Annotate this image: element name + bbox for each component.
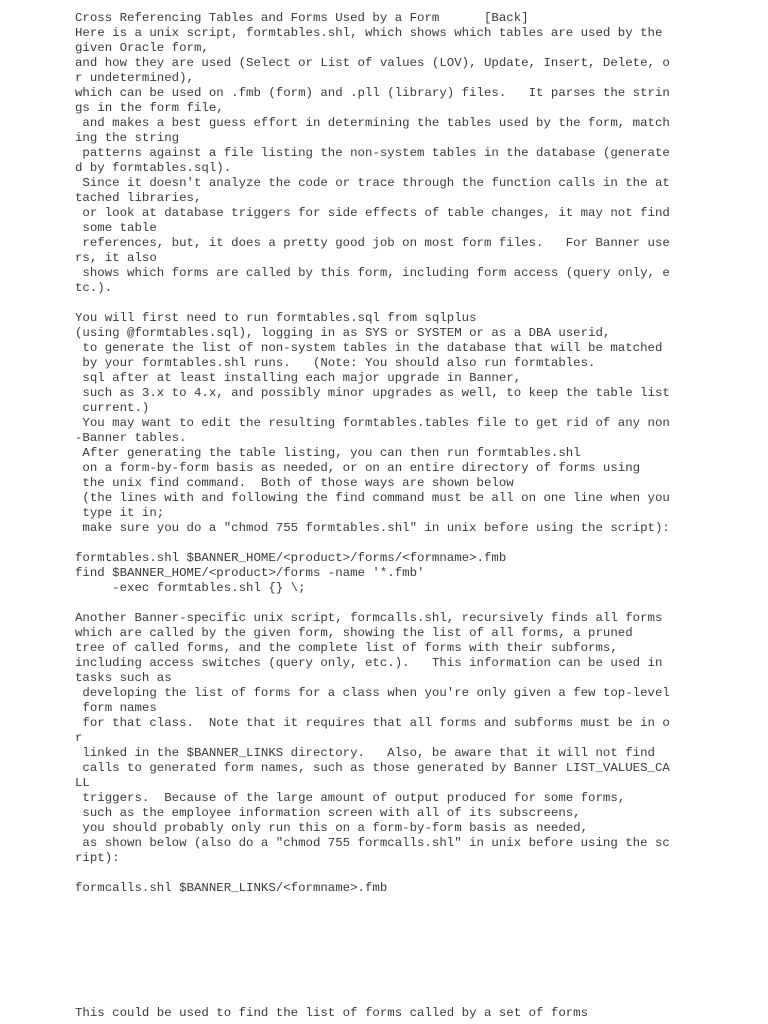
text-line: d by formtables.sql). [75, 161, 232, 175]
text-line: After generating the table listing, you can then run formtables.shl [75, 446, 581, 460]
text-line: given Oracle form, [75, 41, 209, 55]
text-line: ript): [75, 851, 120, 865]
page-title: Cross Referencing Tables and Forms Used by a Form [75, 11, 440, 25]
text-line: which are called by the given form, showing the list of all forms, a pruned [75, 626, 633, 640]
footer-text: This could be used to find the list of forms called by a set of forms [75, 1006, 589, 1020]
text-line: triggers. Because of the large amount of output produced for some forms, [75, 791, 626, 805]
text-line: (using @formtables.sql), logging in as SYS or SYSTEM or as a DBA userid, [75, 326, 611, 340]
text-line: you should probably only run this on a form-by-form basis as needed, [75, 821, 589, 835]
paragraph-intro [75, 26, 765, 296]
text-line: -Banner tables. [75, 431, 187, 445]
text-line: on a form-by-form basis as needed, or on an entire directory of forms using [75, 461, 641, 475]
text-line: r [75, 731, 83, 745]
text-line: and how they are used (Select or List of values (LOV), Update, Insert, Delete, o [75, 56, 670, 70]
text-line: You will first need to run formtables.sql from sqlplus [75, 311, 477, 325]
text-line: tasks such as [75, 671, 172, 685]
text-line: to generate the list of non-system tables in the database that will be matched [75, 341, 663, 355]
text-line: LL [75, 776, 90, 790]
text-line: such as the employee information screen with all of its subscreens, [75, 806, 581, 820]
text-line: Another Banner-specific unix script, formcalls.shl, recursively finds all forms [75, 611, 663, 625]
paragraph-spacer [75, 296, 765, 311]
code-block-formtables [75, 551, 765, 596]
paragraph-setup [75, 311, 765, 536]
text-line: form names [75, 701, 157, 715]
text-line: developing the list of forms for a class when you're only given a few top-level [75, 686, 670, 700]
text-line: including access switches (query only, etc.). This information can be used in [75, 656, 663, 670]
text-line: such as 3.x to 4.x, and possibly minor upgrades as well, to keep the table list [75, 386, 670, 400]
text-line: tached libraries, [75, 191, 202, 205]
text-line: -exec formtables.shl {} \; [75, 581, 306, 595]
document-body [75, 11, 765, 896]
text-line: You may want to edit the resulting formtables.tables file to get rid of any non [75, 416, 670, 430]
text-line: Since it doesn't analyze the code or trace through the function calls in the at [75, 176, 670, 190]
text-line: the unix find command. Both of those ways are shown below [75, 476, 514, 490]
text-line: tree of called forms, and the complete list of forms with their subforms, [75, 641, 618, 655]
text-line: some table [75, 221, 157, 235]
text-line: (the lines with and following the find command must be all on one line when you [75, 491, 670, 505]
text-line: for that class. Note that it requires that all forms and subforms must be in o [75, 716, 670, 730]
paragraph-spacer [75, 596, 765, 611]
text-line: as shown below (also do a "chmod 755 formcalls.shl" in unix before using the sc [75, 836, 670, 850]
text-line: ing the string [75, 131, 180, 145]
text-line: rs, it also [75, 251, 157, 265]
text-line: formtables.shl $BANNER_HOME/<product>/forms/<formname>.fmb [75, 551, 507, 565]
text-line: type it in; [75, 506, 165, 520]
page-header [75, 11, 765, 26]
text-line: Here is a unix script, formtables.shl, which shows which tables are used by the [75, 26, 663, 40]
text-line: current.) [75, 401, 150, 415]
text-line: make sure you do a "chmod 755 formtables.shl" in unix before using the script): [75, 521, 670, 535]
text-line: and makes a best guess effort in determining the tables used by the form, match [75, 116, 670, 130]
text-line: gs in the form file, [75, 101, 224, 115]
text-line: calls to generated form names, such as those generated by Banner LIST_VALUES_CA [75, 761, 670, 775]
text-line: tc.). [75, 281, 113, 295]
text-line: r undetermined), [75, 71, 194, 85]
text-line: patterns against a file listing the non-system tables in the database (generate [75, 146, 670, 160]
text-line: sql after at least installing each major upgrade in Banner, [75, 371, 522, 385]
text-line: which can be used on .fmb (form) and .pll (library) files. It parses the strin [75, 86, 670, 100]
code-block-formcalls [75, 881, 765, 896]
text-line: or look at database triggers for side effects of table changes, it may not find [75, 206, 670, 220]
paragraph-spacer [75, 536, 765, 551]
text-line: shows which forms are called by this form, including form access (query only, e [75, 266, 670, 280]
text-line: formcalls.shl $BANNER_LINKS/<formname>.fmb [75, 881, 388, 895]
text-line: linked in the $BANNER_LINKS directory. Also, be aware that it will not find [75, 746, 655, 760]
text-line: find $BANNER_HOME/<product>/forms -name '*.fmb' [75, 566, 425, 580]
paragraph-formcalls [75, 611, 765, 866]
back-link[interactable]: [Back] [483, 11, 529, 25]
paragraph-spacer [75, 866, 765, 881]
text-line: references, but, it does a pretty good job on most form files. For Banner use [75, 236, 670, 250]
text-line: by your formtables.shl runs. (Note: You should also run formtables. [75, 356, 596, 370]
